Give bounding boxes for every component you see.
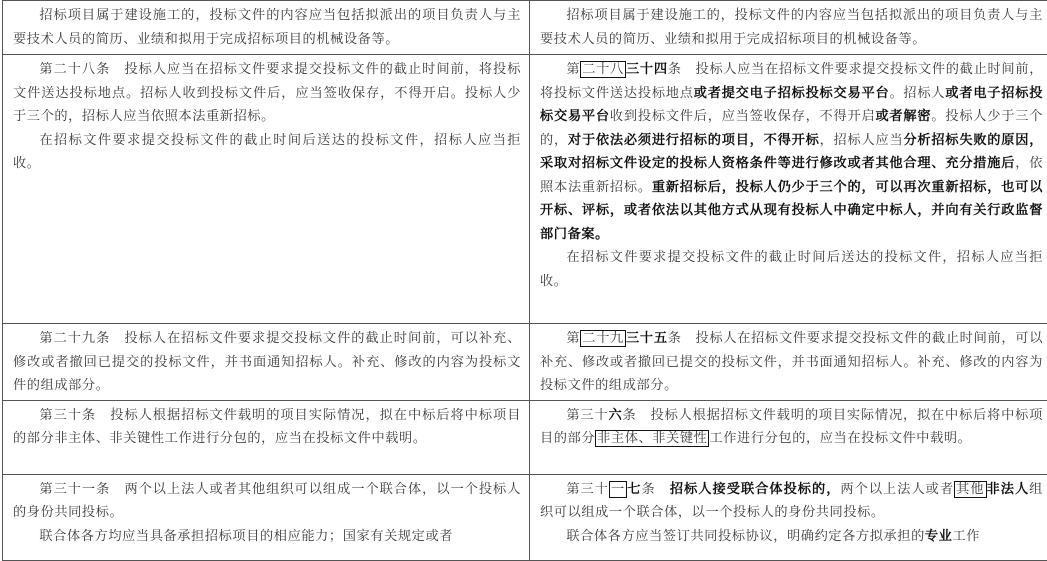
comparison-row [3,474,1047,560]
comparison-body [3,1,1047,561]
text-segment: 条 投标人在招标文件要求提交投标文件的截止时间前，可以补充、修改或者撤回已提交的投标文件，并书面通知招标人。补充、修改的内容为投标文件的组成部分。 [540,331,1043,393]
added-text: 或者提交电子招标投标交易平台 [694,86,890,101]
text-segment: 联合体各方应当签订共同投标协议，明确约定各方拟承担的 [566,529,924,544]
comparison-row [3,400,1047,474]
new-law-paragraph [540,404,1043,451]
added-text: 三十四 [626,62,668,77]
text-segment: 工作 [952,529,980,544]
added-text: 招标人接受联合体投标的， [670,482,841,497]
text-segment: 两个以上法人或者 [840,482,954,497]
old-law-paragraph: 联合体各方均应当具备承担招标项目的相应能力；国家有关规定或者 [13,525,521,549]
added-text: 重新招标后，投标人仍少于三个的，可以再次重新招标，也可以开标、评标，或者依法以其他方式从现有投标人中确定中标人，并向有关行政监督部门备案。 [540,180,1043,242]
replaced-text: 一 [609,481,627,498]
text-segment: 在招标文件要求提交投标文件的截止时间后送达的投标文件，招标人应当拒收。 [540,250,1043,289]
added-text: 七 [627,482,641,497]
new-law-paragraph [540,478,1043,525]
text-segment: 第 [566,331,580,346]
added-text: 或者解密 [875,109,931,124]
new-law-cell [530,324,1047,401]
added-text: 非法人 [987,482,1030,497]
text-segment: 。招标人 [889,86,945,101]
text-segment: 。投标人少于三个的， [540,109,1043,148]
old-law-paragraph: 第二十八条 投标人应当在招标文件要求提交投标文件的截止时间前，将投标文件送达投标地点。招标人收到投标文件后，应当签收保存，不得开启。投标人少于三个的，招标人应当依照本法重新招标。 [13,58,521,129]
added-text: 对于依法必须进行招标的项目，不得开标 [568,133,820,148]
new-law-cell [530,474,1047,560]
comparison-row [3,324,1047,401]
new-law-cell [530,55,1047,324]
text-segment: 条 [641,482,669,497]
old-law-cell [3,55,530,324]
added-text: 专业 [925,529,953,544]
old-law-cell [3,474,530,560]
new-law-paragraph [540,525,1043,549]
text-segment: ，依照本法重新招标。 [540,156,1043,195]
text-segment: 工作进行分包的，应当在投标文件中载明。 [709,431,971,446]
replaced-text: 二十八 [580,61,626,78]
old-law-paragraph: 第三十条 投标人根据招标文件载明的项目实际情况，拟在中标后将中标项目的部分非主体、非关键性工作进行分包的，应当在投标文件中载明。 [13,404,521,451]
added-text: 分析招标失败的原因，采取对招标文件设定的投标人资格条件等进行修改或者其他合理、充分措施后 [540,133,1043,172]
text-segment: 第三十 [566,482,609,497]
text-segment: 招标项目属于建设施工的，投标文件的内容应当包括拟派出的项目负责人与主要技术人员的简历、业绩和拟用于完成招标项目的机械设备等。 [540,8,1043,47]
comparison-row [3,1,1047,55]
comparison-row [3,55,1047,324]
new-law-cell [530,1,1047,55]
text-segment: 组织可以组成一个联合体，以一个投标人的身份共同投标。 [540,482,1043,521]
old-law-paragraph: 第三十一条 两个以上法人或者其他组织可以组成一个联合体，以一个投标人的身份共同投标。 [13,478,521,525]
old-law-cell [3,1,530,55]
text-segment: 条 投标人根据招标文件载明的项目实际情况，拟在中标后将中标项目的部分 [540,408,1043,447]
new-law-cell [530,400,1047,474]
text-segment: ，招标人应当 [820,133,904,148]
replaced-text: 其他 [954,481,986,498]
text-segment: 收到投标文件后，应当签收保存，不得开启 [610,109,876,124]
added-text: 或者电子招标投标交易平台 [540,86,1043,125]
old-law-cell [3,400,530,474]
added-text: 三十五 [626,331,668,346]
new-law-paragraph [540,246,1043,293]
old-law-cell [3,324,530,401]
old-law-paragraph: 招标项目属于建设施工的，投标文件的内容应当包括拟派出的项目负责人与主要技术人员的简历、业绩和拟用于完成招标项目的机械设备等。 [13,4,521,51]
law-comparison-table [2,0,1047,561]
added-text: 六 [608,408,622,423]
replaced-text: 二十九 [580,330,626,347]
text-segment: 第三十 [566,408,608,423]
new-law-paragraph [540,327,1043,398]
new-law-paragraph [540,4,1043,51]
text-segment: 条 投标人应当在招标文件要求提交投标文件的截止时间前，将投标文件送达投标地点 [540,62,1043,101]
old-law-paragraph: 第二十九条 投标人在招标文件要求提交投标文件的截止时间前，可以补充、修改或者撤回已提交的投标文件，并书面通知招标人。补充、修改的内容为投标文件的组成部分。 [13,327,521,398]
new-law-paragraph [540,58,1043,246]
text-segment: 第 [566,62,580,77]
replaced-text: 非主体、非关键性 [595,430,709,447]
old-law-paragraph: 在招标文件要求提交投标文件的截止时间后送达的投标文件，招标人应当拒收。 [13,129,521,176]
